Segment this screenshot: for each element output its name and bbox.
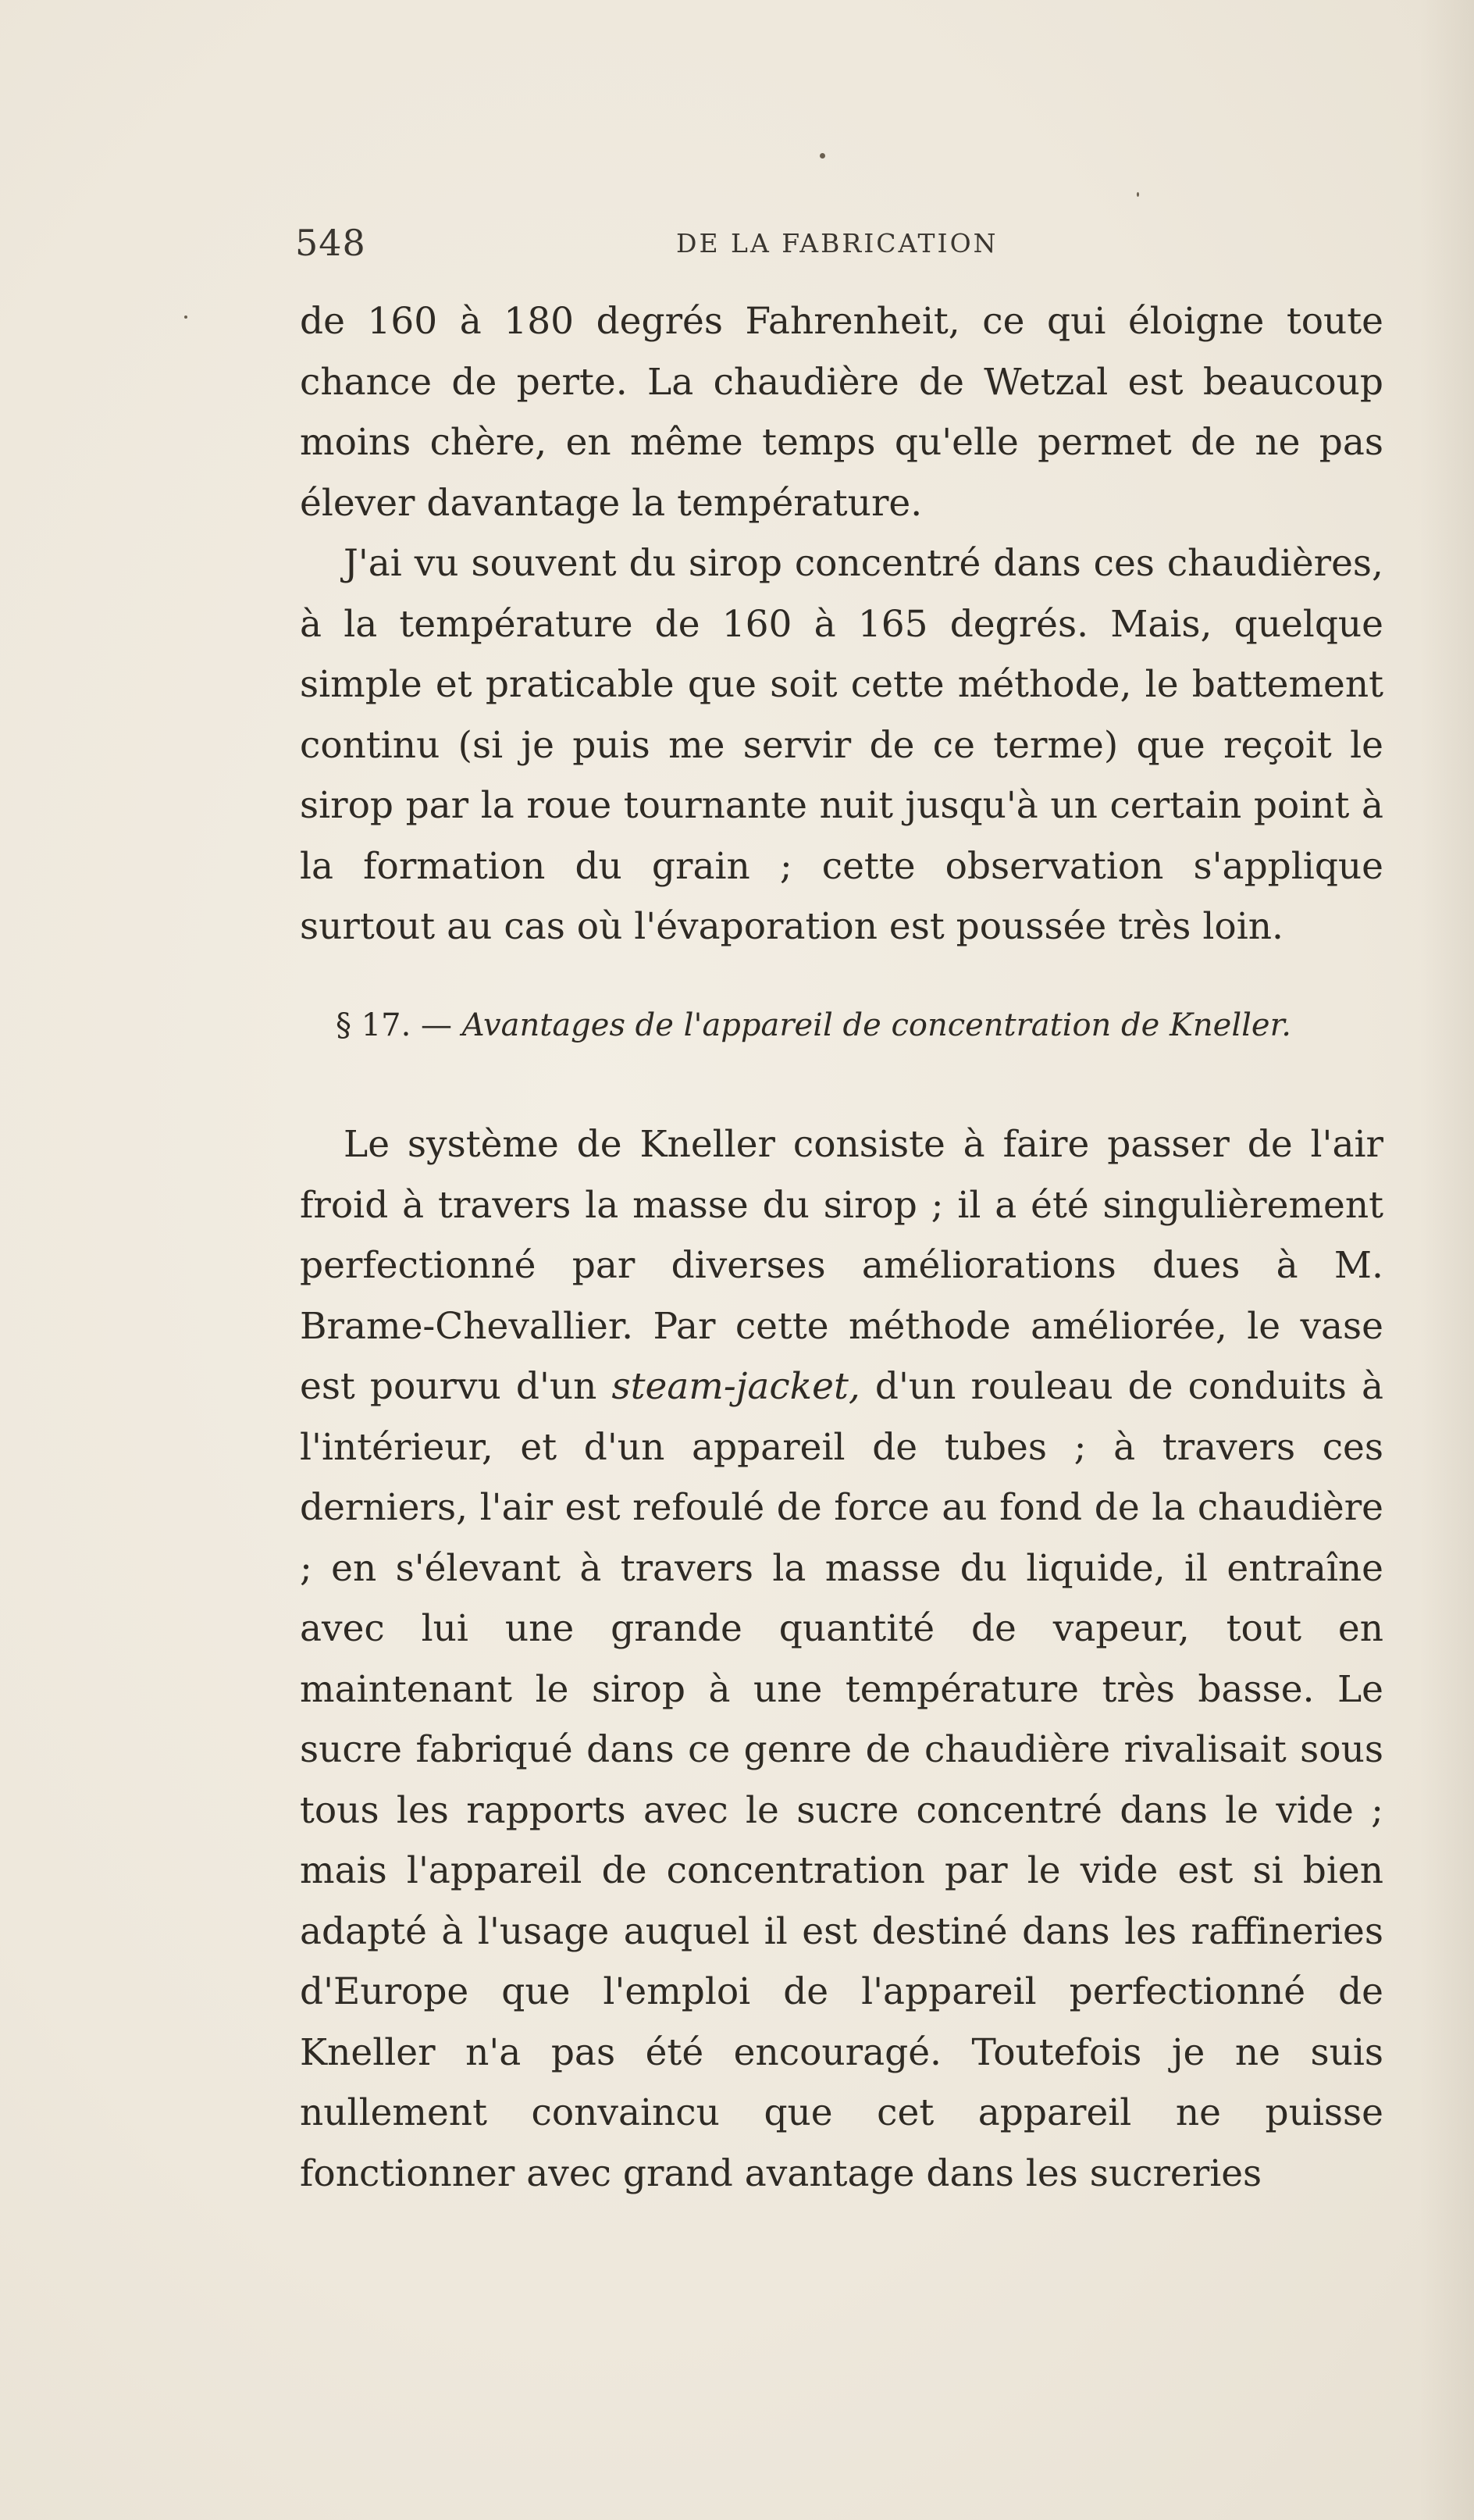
running-title: DE LA FABRICATION: [676, 228, 999, 258]
paper-speck: [1137, 192, 1139, 197]
paragraph-continuation: de 160 à 180 degrés Fahrenheit, ce qui éloigne toute chance de perte. La chaudière de Wetzal est beaucoup moins chère, en même temps qu'elle permet de ne pas élever davantage la température.: [300, 300, 1383, 525]
section-title: Avantages de l'appareil de concentration de Kneller.: [461, 1007, 1292, 1043]
paragraph: J'ai vu souvent du sirop concentré dans ces chaudières, à la température de 160 à 165 degrés. Mais, quelque simple et praticable que soit cette méthode, le battement continu (si je puis me servir de ce terme) que reçoit le sirop par la roue tournante nuit jusqu'à un certain point à la formation du grain ; cette observation s'applique surtout au cas où l'évaporation est poussée très loin.: [300, 542, 1383, 948]
page-gutter-shadow: [1419, 0, 1474, 2520]
paragraph-text: Le système de Kneller consiste à faire passer de l'air froid à travers la masse du sirop ; il a été singulièrement perfectionné par diverses améliorations dues à M. Brame-Chevallier. Par cette méthode améliorée, le vase est pourvu d'un: [300, 1123, 1383, 1408]
page-number: 548: [295, 222, 366, 264]
text-block-bottom: [300, 1114, 1383, 2204]
paper-speck: [820, 153, 825, 159]
running-header: [295, 217, 1076, 272]
paragraph: [300, 1114, 1383, 2204]
section-heading: [336, 1007, 1351, 1043]
section-number: § 17. —: [336, 1007, 453, 1043]
italic-term: steam-jacket,: [611, 1365, 860, 1408]
paper-speck: [184, 315, 187, 319]
paragraph-text: d'un rouleau de conduits à l'intérieur, et d'un appareil de tubes ; à travers ces derniers, l'air est refoulé de force au fond de la chaudière ; en s'élevant à travers la masse du liquide, il entraîne avec lui une grande quantité de vapeur, tout en maintenant le sirop à une température très basse. Le sucre fabriqué dans ce genre de chaudière rivalisait sous tous les rapports avec le sucre concentré dans le vide ; mais l'appareil de concentration par le vide est si bien adapté à l'usage auquel il est destiné dans les raffineries d'Europe que l'emploi de l'appareil perfectionné de Kneller n'a pas été encouragé. Toutefois je ne suis nullement convaincu que cet appareil ne puisse fonctionner avec grand avantage dans les sucreries: [300, 1365, 1383, 2195]
text-block-top: [300, 291, 1383, 957]
